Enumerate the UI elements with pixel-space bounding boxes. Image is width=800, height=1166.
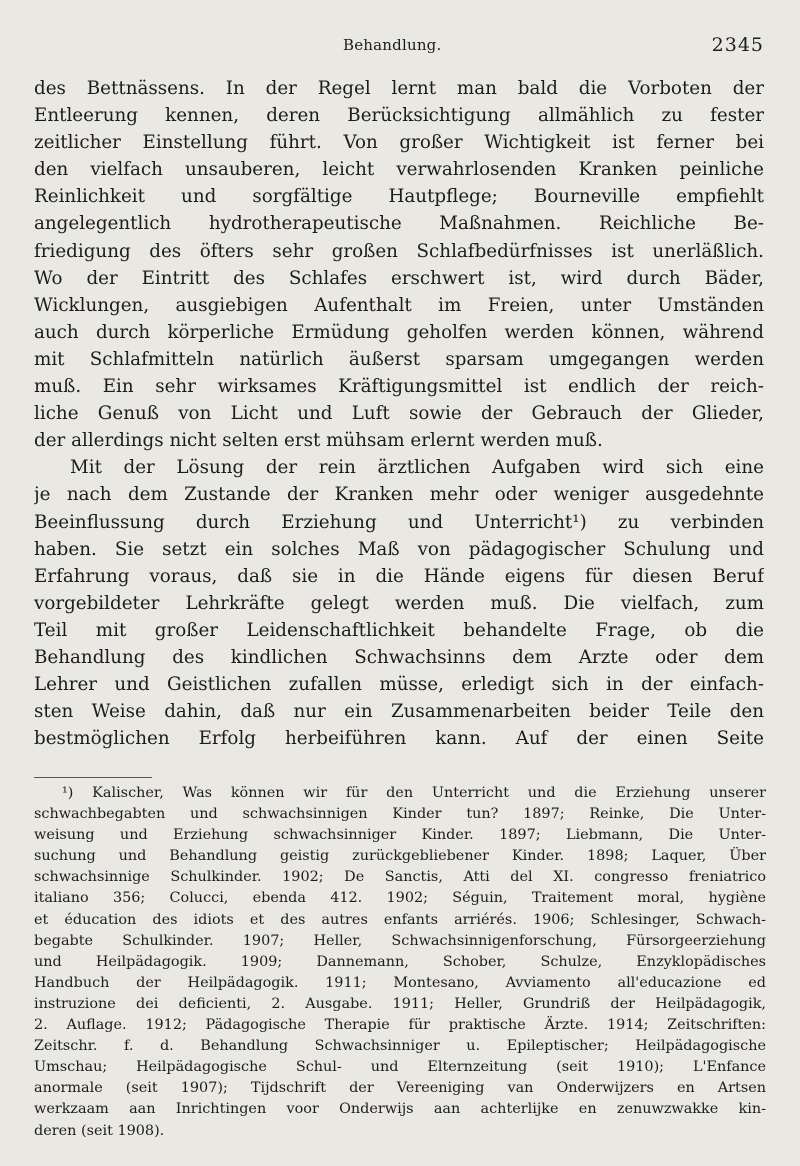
- footnote-line: italiano 356; Colucci, ebenda 412. 1902; Séguin, Traitement moral, hygiène: [34, 890, 766, 907]
- text-line: des Bettnässens. In der Regel lernt man bald die Vorboten der: [34, 78, 764, 99]
- footnote-line: 2. Auflage. 1912; Pädagogische Therapie für praktische Ärzte. 1914; Zeitschriften:: [34, 1017, 766, 1034]
- text-line: liche Genuß von Licht und Luft sowie der Gebrauch der Glieder,: [34, 403, 764, 425]
- footnote-line: schwachsinnige Schulkinder. 1902; De Sanctis, Atti del XI. congresso freniatrico: [34, 869, 766, 886]
- text-line: je nach dem Zustande der Kranken mehr oder weniger ausgedehnte: [34, 484, 764, 506]
- footnote-line: Umschau; Heilpädagogische Schul- und Elternzeitung (seit 1910); L'Enfance: [34, 1059, 766, 1076]
- text-line: zeitlicher Einstellung führt. Von großer Wichtigkeit ist ferner bei: [34, 132, 764, 154]
- footnote-line: instruzione dei deficienti, 2. Ausgabe. 1911; Heller, Grundriß der Heilpädagogik,: [34, 995, 766, 1012]
- footnote-line: Handbuch der Heilpädagogik. 1911; Montesano, Avviamento all'educazione ed: [34, 974, 766, 991]
- text-line: vorgebildeter Lehrkräfte gelegt werden muß. Die vielfach, zum: [34, 592, 764, 614]
- footnote-line: werkzaam aan Inrichtingen voor Onderwijs aan achterlijke en zenuwzwakke kin-: [34, 1101, 766, 1118]
- page-header: [0, 34, 800, 58]
- text-line: bestmöglichen Erfolg herbeiführen kann. Auf der einen Seite: [34, 728, 764, 750]
- footnote-line: suchung und Behandlung geistig zurückgebliebener Kinder. 1898; Laquer, Über: [34, 848, 766, 865]
- text-line: Beeinflussung durch Erziehung und Unterricht¹) zu verbinden: [34, 511, 764, 533]
- text-line: muß. Ein sehr wirksames Kräftigungsmittel ist endlich der reich-: [34, 376, 764, 398]
- text-line: Erfahrung voraus, daß sie in die Hände eigens für diesen Beruf: [34, 565, 764, 587]
- footnotes: [34, 783, 766, 1142]
- text-line: Entleerung kennen, deren Berücksichtigung allmählich zu fester: [34, 105, 764, 127]
- text-line: Reinlichkeit und sorgfältige Hautpflege; Bourneville empfiehlt: [34, 186, 764, 208]
- footnote-line: deren (seit 1908).: [34, 1122, 165, 1139]
- footnote-line: weisung und Erziehung schwachsinniger Kinder. 1897; Liebmann, Die Unter-: [34, 827, 766, 844]
- text-line: sten Weise dahin, daß nur ein Zusammenarbeiten beider Teile den: [34, 701, 764, 723]
- text-line: Mit der Lösung der rein ärztlichen Aufgaben wird sich eine: [70, 457, 764, 479]
- text-line: Behandlung des kindlichen Schwachsinns dem Arzte oder dem: [34, 646, 764, 668]
- text-line: haben. Sie setzt ein solches Maß von pädagogischer Schulung und: [34, 538, 764, 560]
- text-line: mit Schlafmitteln natürlich äußerst sparsam umgegangen werden: [34, 348, 764, 370]
- text-line: der allerdings nicht selten erst mühsam erlernt werden muß.: [34, 430, 603, 452]
- text-line: Lehrer und Geistlichen zufallen müsse, erledigt sich in der einfach-: [34, 674, 764, 696]
- text-line: Teil mit großer Leidenschaftlichkeit behandelte Frage, ob die: [34, 619, 764, 641]
- footnote-line: schwachbegabten und schwachsinnigen Kinder tun? 1897; Reinke, Die Unter-: [34, 806, 766, 823]
- footnote-line: anormale (seit 1907); Tijdschrift der Vereeniging van Onderwijzers en Artsen: [34, 1080, 766, 1097]
- footnote-line: Zeitschr. f. d. Behandlung Schwachsinniger u. Epileptischer; Heilpädagogische: [34, 1038, 766, 1055]
- text-line: auch durch körperliche Ermüdung geholfen werden können, während: [34, 321, 764, 343]
- footnote-line: und Heilpädagogik. 1909; Dannemann, Schober, Schulze, Enzyklopädisches: [34, 953, 766, 970]
- text-line: angelegentlich hydrotherapeutische Maßnahmen. Reichliche Be-: [34, 213, 764, 235]
- footnote-line: et éducation des idiots et des autres enfants arriérés. 1906; Schlesinger, Schwach-: [34, 911, 766, 928]
- page-number: 2345: [711, 34, 764, 56]
- main-text: [34, 75, 764, 752]
- text-line: Wicklungen, ausgiebigen Aufenthalt im Freien, unter Umständen: [34, 294, 764, 316]
- footnote-line: ¹) Kalischer, Was können wir für den Unterricht und die Erziehung unserer: [62, 785, 766, 801]
- running-title: Behandlung.: [343, 36, 442, 54]
- footnote-line: begabte Schulkinder. 1907; Heller, Schwachsinnigenforschung, Fürsorgeerziehung: [34, 932, 766, 949]
- text-line: friedigung des öfters sehr großen Schlafbedürfnisses ist unerläßlich.: [34, 240, 764, 262]
- text-line: den vielfach unsauberen, leicht verwahrlosenden Kranken peinliche: [34, 159, 764, 181]
- text-line: Wo der Eintritt des Schlafes erschwert ist, wird durch Bäder,: [34, 267, 764, 289]
- footnote-divider: [34, 777, 152, 778]
